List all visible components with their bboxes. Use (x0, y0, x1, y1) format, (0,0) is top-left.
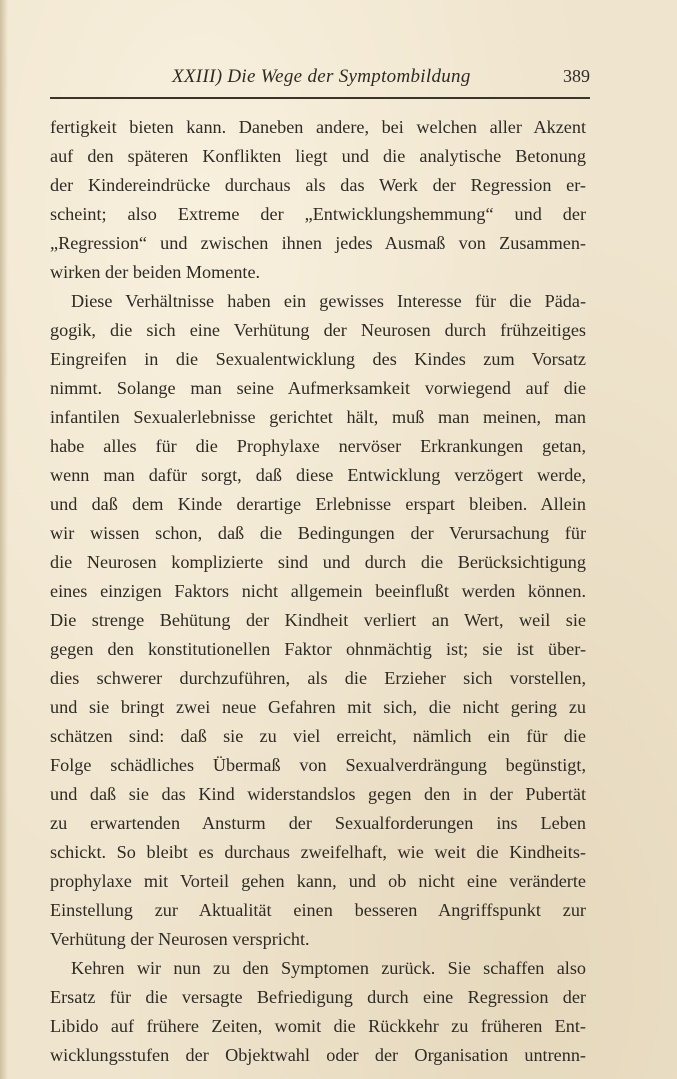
text-line: fertigkeit bieten kann. Daneben andere, bei welchen aller Akzent (50, 117, 586, 137)
text-line: und sie bringt zwei neue Gefahren mit sich, die nicht gering zu (50, 697, 586, 717)
text-line: wicklungsstufen der Objektwahl oder der Organisation untrenn- (50, 1045, 586, 1065)
text-line: der Kindereindrücke durchaus als das Werk der Regression er- (50, 175, 586, 195)
text-line: schätzen sind: daß sie zu viel erreicht, nämlich ein für die (50, 726, 586, 746)
text-line: wirken der beiden Momente. (50, 262, 261, 282)
text-line: wir wissen schon, daß die Bedingungen der Verursachung für (50, 523, 586, 543)
paragraph-first-line: Kehren wir nun zu den Symptomen zurück. Sie schaffen also (71, 958, 586, 978)
text-line: Die strenge Behütung der Kindheit verliert an Wert, weil sie (50, 610, 586, 630)
text-line: Libido auf frühere Zeiten, womit die Rückkehr zu früheren Ent- (50, 1016, 586, 1036)
running-head: XXIII) Die Wege der Symptombildung (172, 66, 471, 87)
text-line: wenn man dafür sorgt, daß diese Entwicklung verzögert werde, (50, 465, 586, 485)
text-line: Eingreifen in die Sexualentwicklung des Kindes zum Vorsatz (50, 349, 586, 369)
text-line: auf den späteren Konflikten liegt und die analytische Betonung (50, 146, 586, 166)
text-line: infantilen Sexualerlebnisse gerichtet hält, muß man meinen, man (50, 407, 586, 427)
text-line: dies schwerer durchzuführen, als die Erzieher sich vorstellen, (50, 668, 586, 688)
text-line: und daß dem Kinde derartige Erlebnisse erspart bleiben. Allein (50, 494, 586, 514)
text-line: die Neurosen komplizierte sind und durch die Berücksichtigung (50, 552, 586, 572)
text-line: Ersatz für die versagte Befriedigung durch eine Regression der (50, 987, 586, 1007)
text-line: Verhütung der Neurosen verspricht. (50, 929, 310, 949)
page-number: 389 (563, 66, 590, 86)
text-line: Einstellung zur Aktualität einen besseren Angriffspunkt zur (50, 900, 586, 920)
text-line: Folge schädliches Übermaß von Sexualverdrängung begünstigt, (50, 755, 586, 775)
text-line: schickt. So bleibt es durchaus zweifelhaft, wie weit die Kindheits- (50, 842, 586, 862)
text-line: zu erwartenden Ansturm der Sexualforderungen ins Leben (50, 813, 586, 833)
page-header (50, 66, 590, 96)
text-line: habe alles für die Prophylaxe nervöser Erkrankungen getan, (50, 436, 586, 456)
text-line: nimmt. Solange man seine Aufmerksamkeit vorwiegend auf die (50, 378, 586, 398)
text-line: scheint; also Extreme der „Entwicklungshemmung“ und der (50, 204, 586, 224)
page-binding-shadow (0, 0, 8, 1079)
text-line: prophylaxe mit Vorteil gehen kann, und ob nicht eine veränderte (50, 871, 586, 891)
text-line: eines einzigen Faktors nicht allgemein beeinflußt werden können. (50, 581, 586, 601)
text-line: und daß sie das Kind widerstandslos gegen den in der Pubertät (50, 784, 586, 804)
text-line: gogik, die sich eine Verhütung der Neurosen durch frühzeitiges (50, 320, 586, 340)
body-text (50, 113, 586, 1070)
paragraph-first-line: Diese Verhältnisse haben ein gewisses Interesse für die Päda- (71, 291, 586, 311)
text-line: gegen den konstitutionellen Faktor ohnmächtig ist; sie ist über- (50, 639, 586, 659)
text-line: „Regression“ und zwischen ihnen jedes Ausmaß von Zusammen- (50, 233, 586, 253)
header-rule (50, 97, 590, 99)
